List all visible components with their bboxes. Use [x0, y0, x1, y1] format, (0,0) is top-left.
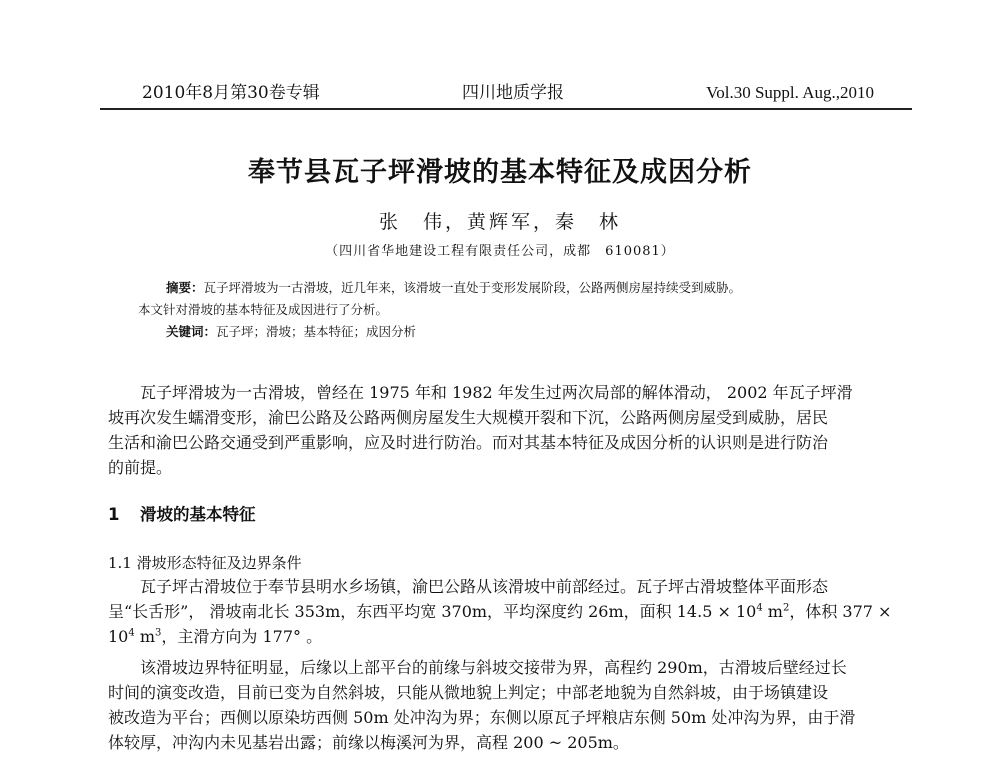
para2-line-2a: 呈“长舌形”， 滑坡南北长 353m，东西平均宽 370m，平均深度约 26m，面积 14.5 × 10	[108, 602, 757, 621]
abstract-block	[138, 277, 878, 343]
para2-line-1: 瓦子坪古滑坡位于奉节县明水乡场镇，渝巴公路从该滑坡中前部经过。瓦子坪古滑坡整体平面形态	[140, 577, 829, 596]
morphology-paragraph	[108, 574, 904, 649]
intro-line-1: 瓦子坪滑坡为一古滑坡，曾经在 1975 年和 1982 年发生过两次局部的解体滑动， 2002 年瓦子坪滑	[140, 383, 853, 402]
paper-affiliation: （四川省华地建设工程有限责任公司，成都 610081）	[325, 244, 675, 259]
section-heading	[108, 501, 256, 525]
abstract-line	[138, 299, 878, 321]
paper-title: 奉节县瓦子坪滑坡的基本特征及成因分析	[248, 157, 752, 188]
superscript: 4	[756, 602, 763, 614]
intro-line-4: 的前提。	[108, 458, 173, 477]
running-head-journal: 四川地质学报	[462, 83, 564, 103]
para2-line-3	[108, 624, 904, 649]
header-rule	[100, 108, 912, 110]
keywords-label: 关键词：	[166, 324, 217, 339]
superscript: 2	[782, 602, 790, 614]
para3-line-1: 该滑坡边界特征明显，后缘以上部平台的前缘与斜坡交接带为界，高程约 290m，古滑坡后壁经过长	[140, 658, 847, 677]
para3-line-4: 体较厚，冲沟内未见基岩出露；前缘以梅溪河为界，高程 200 ~ 205m。	[108, 733, 629, 752]
para2-line-3b: m	[134, 627, 155, 646]
keywords-line	[138, 321, 878, 343]
intro-paragraph	[108, 380, 904, 480]
keywords-text: 瓦子坪；滑坡；基本特征；成因分析	[216, 324, 417, 339]
abstract-text-2: 本文针对滑坡的基本特征及成因进行了分析。	[138, 302, 389, 317]
superscript: 4	[128, 627, 135, 639]
running-head-volume: Vol.30 Suppl. Aug.,2010	[706, 83, 874, 102]
section-title: 滑坡的基本特征	[140, 505, 256, 524]
running-head	[100, 80, 910, 106]
superscript: 3	[155, 627, 162, 639]
subsection-heading: 1.1 滑坡形态特征及边界条件	[108, 554, 302, 572]
abstract-line	[138, 277, 878, 299]
para2-line-3a: 10	[108, 627, 129, 646]
para2-line-2b: m	[762, 602, 783, 621]
para2-line-2	[108, 599, 904, 624]
section-number: 1	[108, 505, 120, 524]
abstract-text-1: 瓦子坪滑坡为一古滑坡，近几年来，该滑坡一直处于变形发展阶段，公路两侧房屋持续受到威胁。	[203, 280, 742, 295]
running-head-issue: 2010年8月第30卷专辑	[142, 83, 320, 103]
abstract-label: 摘要：	[166, 280, 204, 295]
intro-line-2: 坡再次发生蠕滑变形，渝巴公路及公路两侧房屋发生大规模开裂和下沉，公路两侧房屋受到威胁，居民	[108, 408, 829, 427]
para2-line-2c: ，体积 377 ×	[789, 602, 892, 621]
para2-line-3c: ，主滑方向为 177° 。	[161, 627, 323, 646]
para3-line-3: 被改造为平台；西侧以原染坊西侧 50m 处冲沟为界；东侧以原瓦子坪粮店东侧 50m 处冲沟为界，由于滑	[108, 708, 856, 727]
boundary-paragraph	[108, 655, 904, 755]
para3-line-2: 时间的演变改造，目前已变为自然斜坡，只能从微地貌上判定；中部老地貌为自然斜坡，由于场镇建设	[108, 683, 829, 702]
paper-authors: 张 伟，黄辉军，秦 林	[378, 211, 621, 233]
intro-line-3: 生活和渝巴公路交通受到严重影响，应及时进行防治。而对其基本特征及成因分析的认识则是进行防治	[108, 433, 829, 452]
